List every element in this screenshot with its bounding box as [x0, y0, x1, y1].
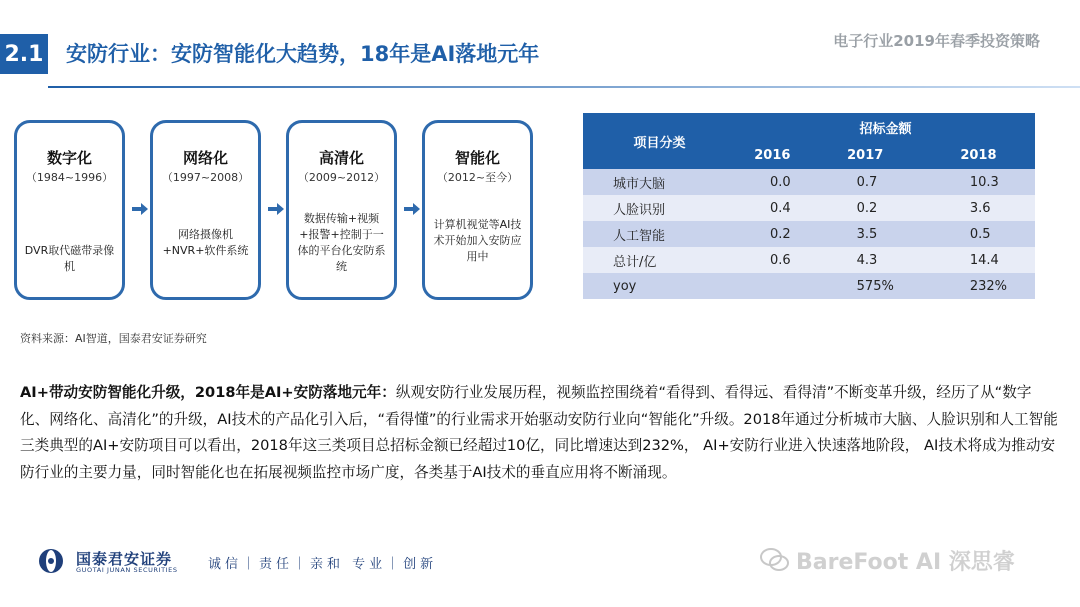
company-logo-en: GUOTAI JUNAN SECURITIES — [76, 566, 178, 574]
flow-box-period: （1997~2008） — [161, 171, 250, 184]
company-slogan: 诚信｜责任｜亲和 专业｜创新 — [208, 557, 438, 572]
table-cell: 14.4 — [922, 247, 1035, 273]
flow-box-digital — [14, 120, 125, 300]
table-cell: 3.5 — [809, 221, 922, 247]
body-lead: AI+带动安防智能化升级，2018年是AI+安防落地元年： — [20, 384, 396, 401]
table-cell: 232% — [922, 273, 1035, 299]
table-header-group: 招标金额 — [736, 113, 1035, 141]
table-row — [583, 247, 1035, 273]
flow-box-desc: 计算机视觉等AI技术开始加入安防应用中 — [433, 218, 522, 263]
flow-box-desc: DVR取代磁带录像机 — [24, 244, 115, 273]
table-header-year: 2016 — [736, 141, 809, 169]
company-logo-icon — [38, 548, 64, 574]
table-cell — [736, 273, 809, 299]
table-cell: 0.0 — [736, 169, 809, 195]
bid-amount-table — [583, 113, 1035, 299]
table-cell: 城市大脑 — [583, 169, 736, 195]
flow-box-title: 智能化 — [454, 149, 500, 167]
right-arrow-icon — [404, 203, 420, 215]
table-cell: 人工智能 — [583, 221, 736, 247]
table-cell: 575% — [809, 273, 922, 299]
body-text: 纵观安防行业发展历程，视频监控围绕着“看得到、看得远、看得清”不断变革升级，经历了从“数字化、网络化、高清化”的升级，AI技术的产品化引入后，“看得懂”的行业需求开始驱动安防行业向“智能化”升级。2018年通过分析城市大脑、人脸识别和人工智能三类典型的AI+安防项目可以看出，2018年这三类项目总招标金额已经超过10亿，同比增速达到232%， AI+安防行业进入快速落地阶段， AI技术将成为推动安防行业的主要力量，同时智能化也在拓展视频监控市场广度，各类基于AI技术的垂直应用将不断涌现。 — [20, 384, 1058, 481]
table-cell: 0.2 — [736, 221, 809, 247]
flow-box-network — [150, 120, 261, 300]
table-row — [583, 221, 1035, 247]
flow-box-desc: 数据传输+视频+报警+控制于一体的平台化安防系统 — [297, 212, 386, 273]
section-number: 2.1 — [0, 34, 48, 74]
table-cell: 0.6 — [736, 247, 809, 273]
table-header-year: 2018 — [922, 141, 1035, 169]
report-name: 电子行业2019年春季投资策略 — [833, 32, 1040, 50]
table-cell: 0.4 — [736, 195, 809, 221]
source-note: 资料来源：AI智道，国泰君安证券研究 — [20, 332, 207, 345]
table-cell: 0.5 — [922, 221, 1035, 247]
flow-box-title: 高清化 — [318, 149, 364, 167]
table-row — [583, 169, 1035, 195]
right-arrow-icon — [132, 203, 148, 215]
flow-box-hd — [286, 120, 397, 300]
table-header-year: 2017 — [809, 141, 922, 169]
body-paragraph — [20, 380, 1060, 486]
table-cell: 0.7 — [809, 169, 922, 195]
flow-box-intelligent — [422, 120, 533, 300]
table-row — [583, 273, 1035, 299]
flow-box-period: （1984~1996） — [25, 171, 114, 184]
table-cell: yoy — [583, 273, 736, 299]
table-row — [583, 195, 1035, 221]
flow-box-desc: 网络摄像机+NVR+软件系统 — [162, 228, 249, 257]
right-arrow-icon — [268, 203, 284, 215]
flow-box-period: （2012~至今） — [436, 171, 519, 184]
table-cell: 人脸识别 — [583, 195, 736, 221]
title-divider — [48, 86, 1080, 88]
table-cell: 10.3 — [922, 169, 1035, 195]
watermark: BareFoot AI 深思睿 — [796, 550, 1015, 575]
company-logo-name: 国泰君安证券 — [76, 550, 173, 568]
table-cell: 总计/亿 — [583, 247, 736, 273]
table-cell: 3.6 — [922, 195, 1035, 221]
flow-box-title: 网络化 — [182, 149, 228, 167]
flow-box-period: （2009~2012） — [297, 171, 386, 184]
table-cell: 4.3 — [809, 247, 922, 273]
page-title: 安防行业：安防智能化大趋势，18年是AI落地元年 — [66, 42, 540, 66]
wechat-icon — [760, 547, 790, 573]
table-header-category: 项目分类 — [583, 113, 736, 169]
flow-box-title: 数字化 — [46, 149, 92, 167]
table-cell: 0.2 — [809, 195, 922, 221]
